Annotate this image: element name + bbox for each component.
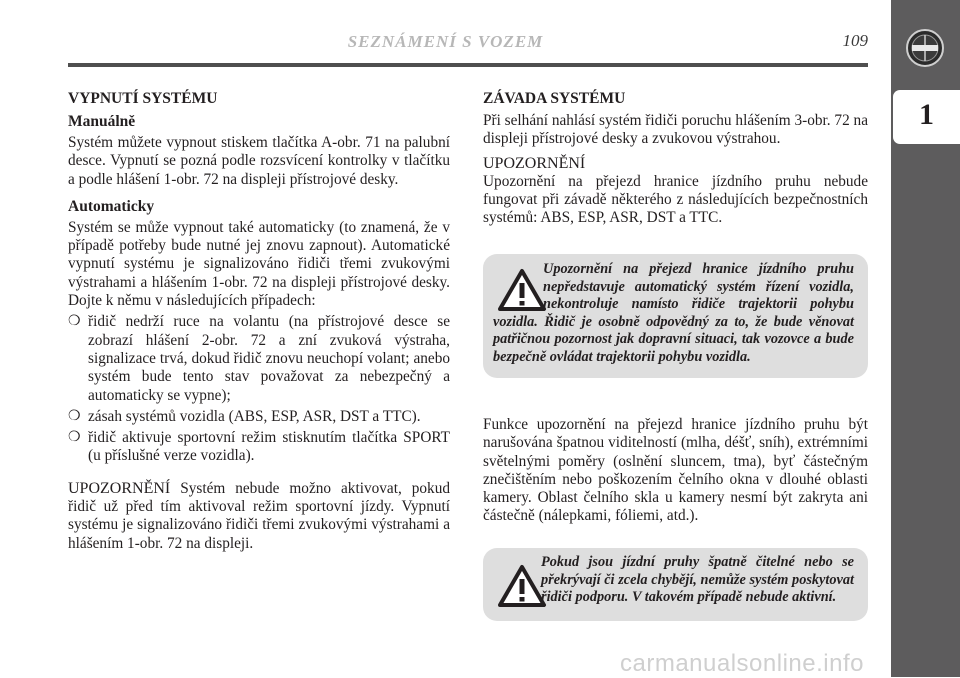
section-heading-system-fault: ZÁVADA SYSTÉMU bbox=[483, 90, 626, 107]
watermark: carmanualsonline.info bbox=[620, 650, 864, 677]
list-item bbox=[68, 429, 450, 466]
page-header-title: SEZNÁMENÍ S VOZEM bbox=[347, 32, 544, 51]
note-label: UPOZORNĚNÍ bbox=[68, 479, 171, 497]
list-item-text: řidič aktivuje sportovní režim stisknutím tlačítka SPORT (u příslušné verze vozidla). bbox=[88, 429, 450, 465]
list-item bbox=[68, 408, 450, 426]
right-column bbox=[483, 89, 868, 236]
list-item bbox=[68, 313, 450, 404]
header-divider bbox=[68, 63, 868, 67]
warning-box bbox=[483, 254, 868, 378]
note-paragraph-left bbox=[68, 480, 450, 553]
conditions-list bbox=[68, 313, 450, 465]
page-number: 109 bbox=[842, 31, 868, 50]
list-item-text: zásah systémů vozidla (ABS, ESP, ASR, DST a TTC). bbox=[88, 407, 421, 425]
bullet-circle-icon: ❍ bbox=[68, 408, 81, 424]
warning-box bbox=[483, 548, 868, 621]
note-text: Systém nebude možno aktivovat, pokud řidič už před tím aktivoval režim sportovní jízdy. Vypnutí systému je signalizováno řidiči třemi zvukovými výstrahami a hlášením 1-obr. 72 na displeji. bbox=[68, 479, 450, 552]
automatic-paragraph: Systém se může vypnout také automaticky (to znamená, že v případě potřeby bude nutné jej znovu zapnout). Automatické vypnutí systému je signalizováno řidiči třemi zvukovými výstrahami a hlášením 1-obr. 72 na displeji přístrojové desky. Dojte k němu v následujících případech: bbox=[68, 218, 450, 310]
warning-text-container bbox=[493, 261, 854, 367]
subheading-automatic: Automaticky bbox=[68, 197, 155, 215]
lancia-logo-icon bbox=[905, 28, 945, 68]
body-paragraph: Funkce upozornění na přejezd hranice jízdního pruhu být narušována špatnou viditelností (mlha, déšť, sníh), extrémními světelnými poměry (oslnění sluncem, tma), byť částečným znečištěním nebo poškozením čelního okna v dlouhé oblasti kamery. Oblast čelního skla u kamery nesmí být zakryta ani částečně (nálepkami, fóliemi, atd.). bbox=[483, 416, 868, 525]
warning-triangle-icon bbox=[497, 564, 547, 608]
list-item-text: řidič nedrží ruce na volantu (na přístrojové desce se zobrazí hlášení 2-obr. 72 a zní zvuková výstraha, signalizace trvá, dokud řidič znovu neuchopí volant; anebo systém bude tento stav považovat za nebezpečný a automaticky se vypne); bbox=[88, 313, 450, 404]
bullet-circle-icon: ❍ bbox=[68, 430, 81, 446]
section-heading-system-off: VYPNUTÍ SYSTÉMU bbox=[68, 90, 218, 107]
fault-paragraph: Při selhání nahlásí systém řidiči poruchu hlášením 3-obr. 72 na displeji přístrojové desky a zvukovou výstrahou. bbox=[483, 112, 868, 148]
right-column-body bbox=[483, 416, 868, 534]
left-column bbox=[68, 89, 450, 561]
chapter-number: 1 bbox=[919, 98, 934, 131]
bullet-circle-icon: ❍ bbox=[68, 314, 81, 330]
subheading-manual: Manuálně bbox=[68, 113, 136, 130]
manual-paragraph: Systém můžete vypnout stiskem tlačítka A-obr. 71 na palubní desce. Vypnutí se pozná podle rozsvícení kontrolky v tlačítku a podle hlášení 1-obr. 72 na displeji přístrojové desky. bbox=[68, 134, 450, 188]
note-paragraph-right: Upozornění na přejezd hranice jízdního pruhu nebude fungovat při závadě některého z následujících bezpečnostních systémů: ABS, ESP, ASR, DST a TTC. bbox=[483, 172, 868, 227]
warning-text: Upozornění na přejezd hranice jízdního pruhu nepředstavuje automatický systém řízení vozidla, nekontroluje namísto řidiče trajektorii pohybu vozidla. Řidič je osobně odpovědný za to, že bude věnovat patřičnou pozornost jak dopravní situaci, tak vozovce a bude bezpečně ovládat trajektorii pohybu vozidla. bbox=[493, 261, 854, 365]
chapter-tab[interactable] bbox=[893, 90, 960, 144]
note-label: UPOZORNĚNÍ bbox=[483, 154, 586, 172]
warning-text: Pokud jsou jízdní pruhy špatně čitelné nebo se překrývají či zcela chybějí, nemůže systém poskytovat řidiči podporu. V takovém případě nebude aktivní. bbox=[541, 554, 854, 606]
